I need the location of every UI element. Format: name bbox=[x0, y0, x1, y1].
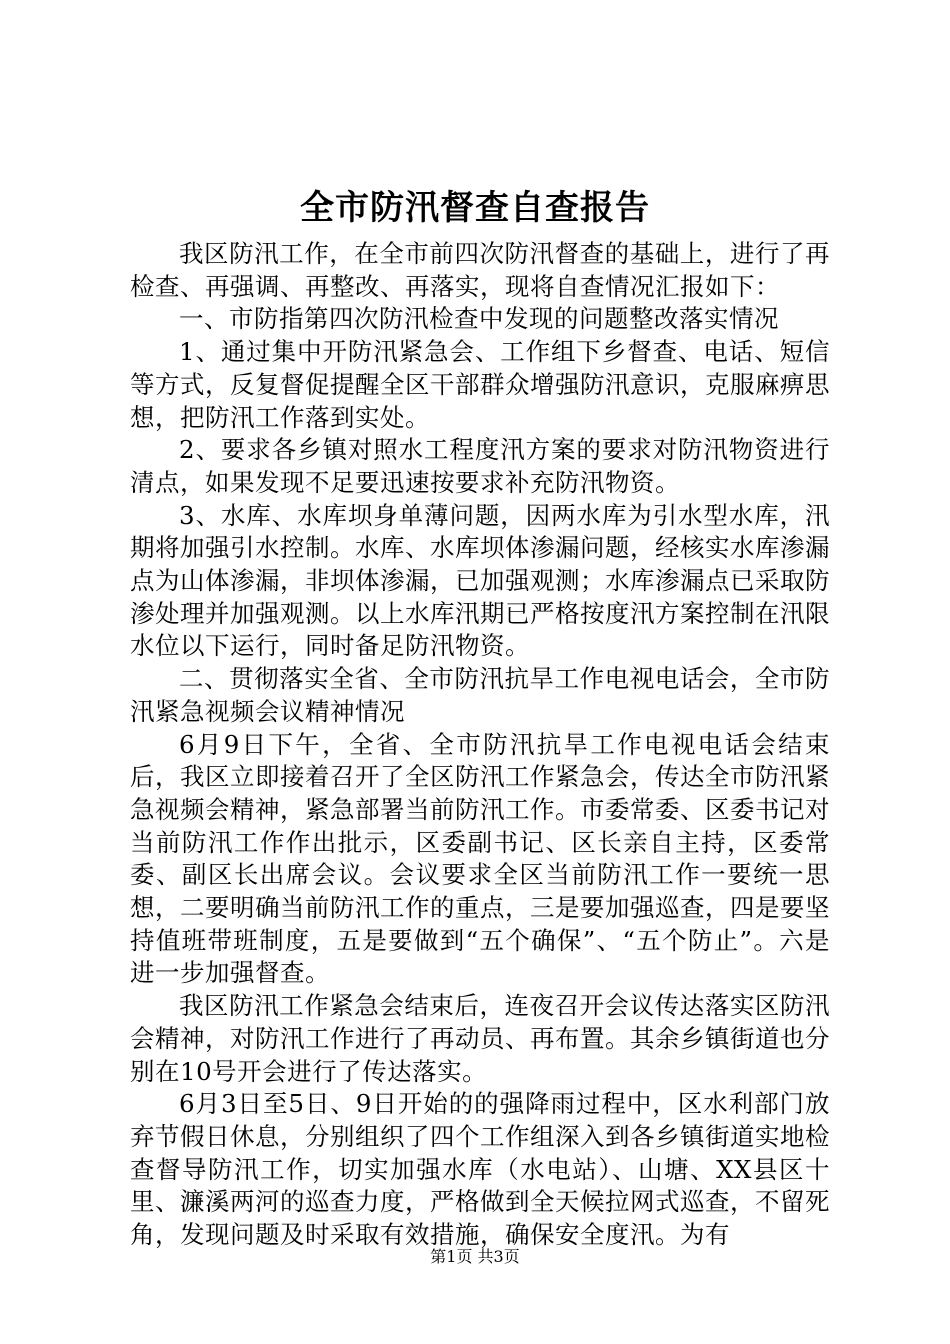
paragraph-intro: 我区防汛工作，在全市前四次防汛督查的基础上，进行了再检查、再强调、再整改、再落实，现将自查情况汇报如下： bbox=[130, 239, 830, 301]
paragraph-item-3: 3、水库、水库坝身单薄问题，因两水库为引水型水库，汛期将加强引水控制。水库、水库坝体渗漏问题，经核实水库渗漏点为山体渗漏，非坝体渗漏，已加强观测；水库渗漏点已采取防渗处理并加强观测。以上水库汛期已严格按度汛方案控制在汛限水位以下运行，同时备足防汛物资。 bbox=[130, 500, 830, 661]
paragraph-meeting: 6月9日下午，全省、全市防汛抗旱工作电视电话会结束后，我区立即接着召开了全区防汛工作紧急会，传达全市防汛紧急视频会精神，紧急部署当前防汛工作。市委常委、区委书记对当前防汛工作作出批示，区委副书记、区长亲自主持，区委常委、副区长出席会议。会议要求全区当前防汛工作一要统一思想，二要明确当前防汛工作的重点，三是要加强巡查，四是要坚持值班带班制度，五是要做到“五个确保”、“五个防止”。六是进一步加强督查。 bbox=[130, 729, 830, 988]
page-footer: 第1页 共3页 bbox=[430, 1247, 520, 1266]
paragraph-item-2: 2、要求各乡镇对照水工程度汛方案的要求对防汛物资进行清点，如果发现不足要迅速按要求补充防汛物资。 bbox=[130, 435, 830, 497]
document-body bbox=[130, 238, 830, 1252]
paragraph-followup: 我区防汛工作紧急会结束后，连夜召开会议传达落实区防汛会精神，对防汛工作进行了再动员、再布置。其余乡镇街道也分别在10号开会进行了传达落实。 bbox=[130, 991, 830, 1086]
paragraph-inspection: 6月3日至5日、9日开始的的强降雨过程中，区水利部门放弃节假日休息，分别组织了四个工作组深入到各乡镇街道实地检查督导防汛工作，切实加强水库（水电站）、山塘、XX县区十里、濂溪两河的巡查力度，严格做到全天候拉网式巡查，不留死角，发现问题及时采取有效措施，确保安全度汛。为有 bbox=[130, 1089, 830, 1250]
section-heading-1: 一、市防指第四次防汛检查中发现的问题整改落实情况 bbox=[179, 304, 779, 334]
paragraph-item-1: 1、通过集中开防汛紧急会、工作组下乡督查、电话、短信等方式，反复督促提醒全区干部群众增强防汛意识，克服麻痹思想，把防汛工作落到实处。 bbox=[130, 337, 830, 432]
section-heading-2: 二、贯彻落实全省、全市防汛抗旱工作电视电话会，全市防汛紧急视频会议精神情况 bbox=[130, 664, 830, 726]
document-title: 全市防汛督查自查报告 bbox=[300, 188, 650, 228]
